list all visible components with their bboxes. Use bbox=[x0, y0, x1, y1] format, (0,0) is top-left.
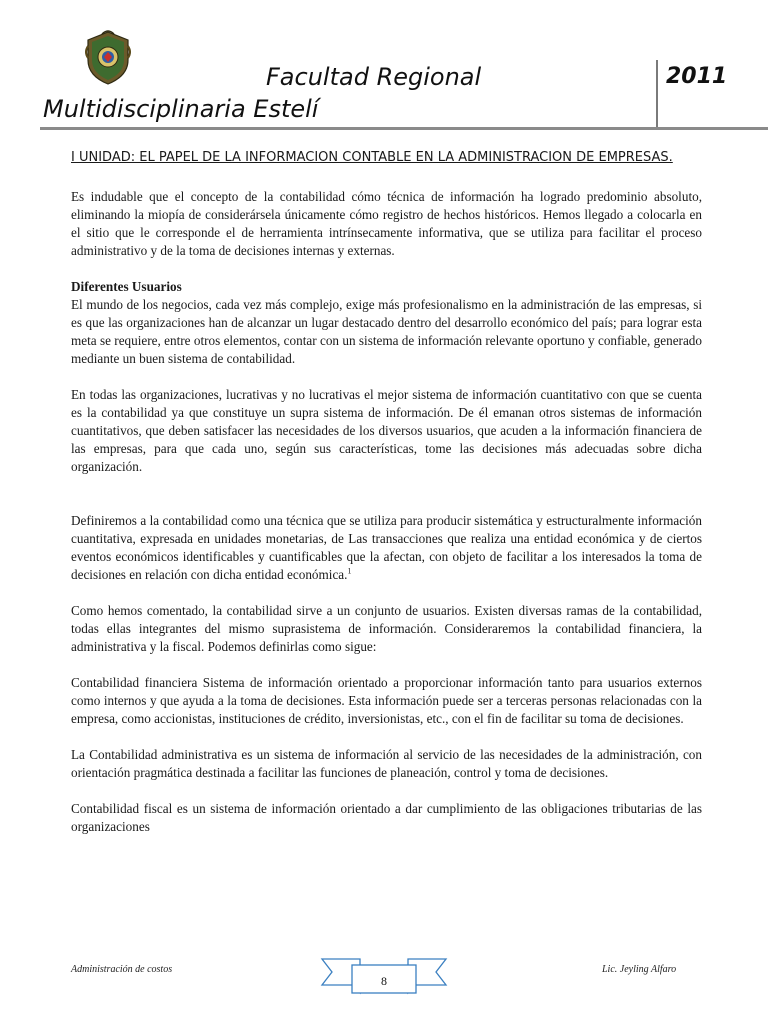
page-number: 8 bbox=[381, 974, 387, 988]
paragraph-3: En todas las organizaciones, lucrativas y no lucrativas el mejor sistema de información cuantitativo con que se cuenta es la contabilidad ya que constituye un supra sistema de información. De él emanan otros sistemas de información cuantitativos, que deben satisfacer las necesidades de los diversos usuarios, que acuden a la información financiera de las empresas, para que cada uno, según sus características, tome las decisiones más adecuadas sobre dicha organización. bbox=[71, 387, 702, 474]
paragraph-1: Es indudable que el concepto de la contabilidad cómo técnica de información ha logrado predominio absoluto, eliminando la miopía de considerársela únicamente cómo registro de hechos históricos. Hemos llegado a colocarla en el sitio que le corresponde el de herramienta intrínsecamente informativa, que se utiliza para facilitar el proceso administrativo y de la toma de decisiones internas y externas. bbox=[71, 189, 702, 258]
paragraph-4-text: Definiremos a la contabilidad como una técnica que se utiliza para producir sistemática y estructuralmente información cuantitativa, expresada en unidades monetarias, de Las transacciones que realiza una entidad económica y de ciertos eventos económicos identificables y cuantificables que la afectan, con objeto de facilitar a los interesados la toma de decisiones en relación con dicha entidad económica. bbox=[71, 513, 702, 582]
university-crest-logo bbox=[84, 30, 132, 86]
paragraph-5: Como hemos comentado, la contabilidad sirve a un conjunto de usuarios. Existen diversas ramas de la contabilidad, todas ellas integrantes del mismo suprasistema de información. Consideraremos la contabilidad financiera, la administrativa y la fiscal. Podemos definirlas como sigue: bbox=[71, 603, 702, 654]
paragraph-6: Contabilidad financiera Sistema de información orientado a proporcionar información tanto para usuarios externos como internos y que ayuda a la toma de decisiones. Esta información puede ser a terceras personas relacionadas con la empresa, como accionistas, instituciones de crédito, inversionistas, etc., con el fin de facilitar su toma de decisiones. bbox=[71, 675, 702, 726]
footer-author: Lic. Jeyling Alfaro bbox=[602, 964, 677, 975]
header-rule bbox=[40, 127, 768, 130]
header-title-line-1: Facultad Regional bbox=[266, 63, 482, 91]
document-body bbox=[71, 150, 702, 854]
header-title-line-2: Multidisciplinaria Estelí bbox=[43, 95, 319, 123]
unit-title: I UNIDAD: EL PAPEL DE LA INFORMACION CONTABLE EN LA ADMINISTRACION DE EMPRESAS. bbox=[71, 150, 673, 165]
section-heading: Diferentes Usuarios bbox=[71, 279, 182, 294]
page-header bbox=[0, 0, 768, 131]
paragraph-7: La Contabilidad administrativa es un sistema de información al servicio de las necesidades de la administración, con orientación pragmática destinada a facilitar las funciones de planeación, control y toma de decisiones. bbox=[71, 747, 702, 780]
footer-course-name: Administración de costos bbox=[71, 964, 173, 975]
paragraph-2: El mundo de los negocios, cada vez más complejo, exige más profesionalismo en la administración de las empresas, si es que las organizaciones han de alcanzar un lugar destacado dentro del desarrollo económico del país; para lograr esta meta se requiere, entre otros elementos, contar con un sistema de información relevante oportuno y confiable, generado mediante un buen sistema de contabilidad. bbox=[71, 297, 702, 366]
header-divider bbox=[656, 60, 658, 130]
paragraph-8: Contabilidad fiscal es un sistema de información orientado a dar cumplimiento de las obligaciones tributarias de las organizaciones bbox=[71, 801, 702, 834]
header-year: 2011 bbox=[666, 64, 728, 89]
footnote-marker: 1 bbox=[347, 566, 352, 576]
paragraph-4 bbox=[71, 512, 702, 584]
